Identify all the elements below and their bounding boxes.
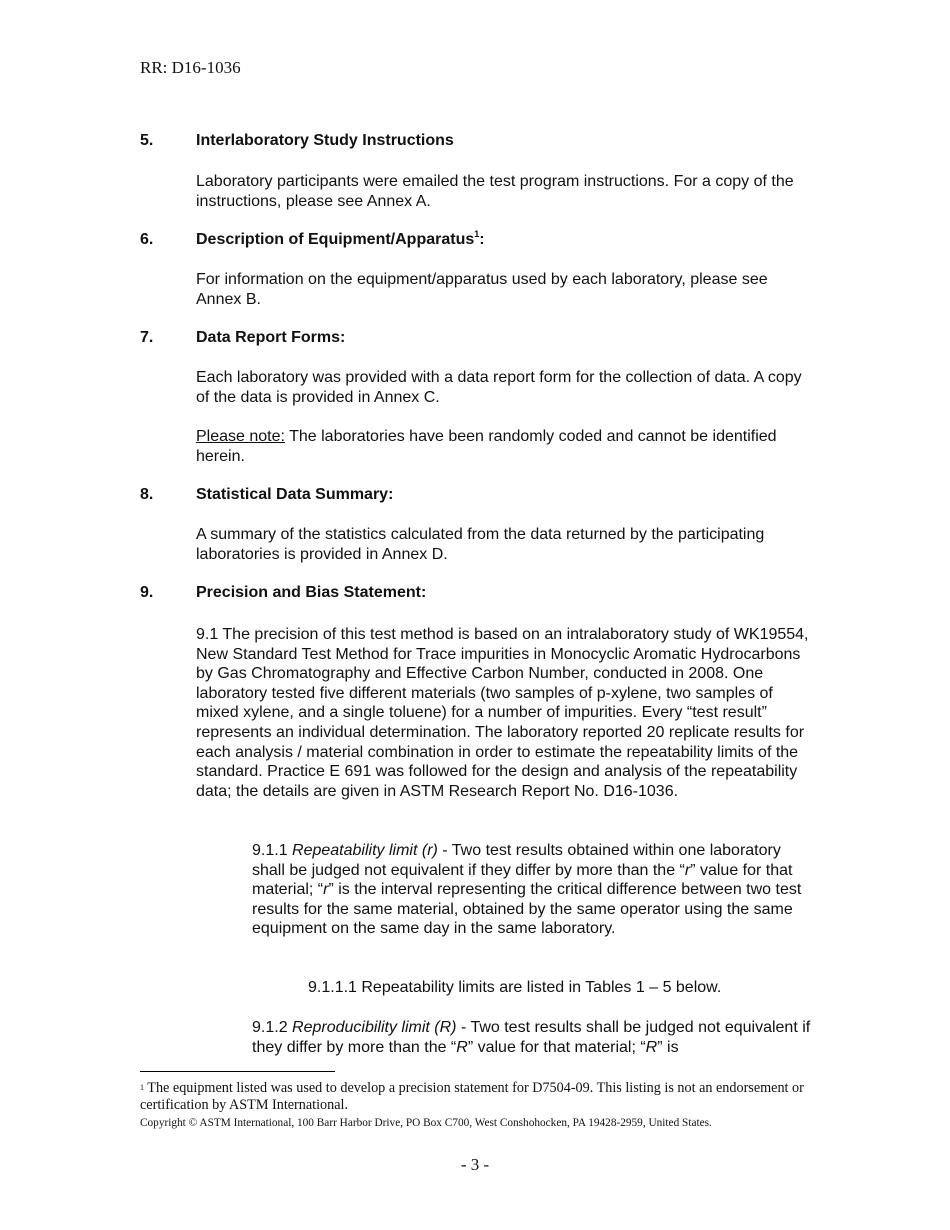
repeatability-paragraph-9-1-1 bbox=[252, 841, 817, 939]
section-title-colon: : bbox=[479, 231, 485, 248]
clause-text: ” value for that material; “ bbox=[252, 861, 793, 899]
symbol-r: r bbox=[684, 861, 691, 879]
footnote-marker: 1 bbox=[474, 229, 480, 239]
section-6-paragraph: For information on the equipment/apparatus used by each laboratory, please see Annex B. bbox=[196, 271, 768, 308]
section-8-heading bbox=[140, 486, 393, 504]
clause-text: ” is the interval representing the critical difference between two test results for the same material, obtained by the same operator using the same equipment on the same day in the same laboratory. bbox=[252, 881, 802, 938]
section-7-note bbox=[196, 427, 816, 466]
page-number: - 3 - bbox=[460, 1155, 490, 1174]
symbol-R: R bbox=[456, 1038, 468, 1056]
note-text: The laboratories have been randomly coded and cannot be identified herein. bbox=[196, 428, 777, 465]
footnote bbox=[140, 1080, 820, 1114]
section-title: Description of Equipment/Apparatus bbox=[196, 231, 475, 248]
section-number: 9. bbox=[140, 584, 154, 601]
section-number: 7. bbox=[140, 329, 154, 346]
section-title: Data Report Forms: bbox=[196, 329, 346, 346]
section-8-paragraph: A summary of the statistics calculated from the data returned by the participating laboratories is provided in Annex D. bbox=[196, 526, 765, 563]
copyright-notice: Copyright © ASTM International, 100 Barr Harbor Drive, PO Box C700, West Conshohocken, PA 19428-2959, United States. bbox=[140, 1117, 712, 1129]
reproducibility-paragraph-9-1-2 bbox=[252, 1018, 817, 1057]
clause-number: 9.1.1 bbox=[252, 842, 293, 859]
clause-text: ” is bbox=[657, 1038, 679, 1056]
term-repeatability-limit: Repeatability limit (r) bbox=[292, 842, 438, 859]
section-number: 6. bbox=[140, 231, 154, 248]
section-5-heading bbox=[140, 132, 454, 150]
precision-paragraph-9-1: 9.1 The precision of this test method is based on an intralaboratory study of WK19554, New Standard Test Method for Trace impurities in Monocyclic Aromatic Hydrocarbons by Gas Chromatography and Effective Carbon Number, conducted in 2008. One laboratory tested five different materials (two samples of p-xylene, two samples of mixed xylene, and a single toluene) for a number of impurities. Every “test result” represents an individual determination. The laboratory reported 20 replicate results for each analysis / material combination in order to estimate the repeatability limits of the standard. Practice E 691 was followed for the design and analysis of the repeatability data; the details are given in ASTM Research Report No. D16-1036. bbox=[196, 626, 809, 800]
section-7-heading bbox=[140, 329, 345, 347]
footnote-text: The equipment listed was used to develop a precision statement for D7504-09. This listing is not an endorsement or certification by ASTM International. bbox=[140, 1080, 804, 1113]
section-number: 8. bbox=[140, 486, 154, 503]
section-title: Statistical Data Summary: bbox=[196, 486, 394, 503]
symbol-R: R bbox=[645, 1038, 658, 1056]
clause-number: 9.1.2 bbox=[252, 1019, 293, 1036]
clause-text: - Two test results shall be judged not equivalent if they differ by more than the “ bbox=[252, 1019, 811, 1056]
footnote-number: 1 bbox=[140, 1083, 144, 1092]
section-7-paragraph: Each laboratory was provided with a data report form for the collection of data. A copy of the data is provided in Annex C. bbox=[196, 369, 802, 406]
section-title: Interlaboratory Study Instructions bbox=[196, 132, 454, 149]
section-9-heading bbox=[140, 584, 426, 602]
report-header: RR: D16-1036 bbox=[140, 58, 241, 77]
footnote-divider bbox=[140, 1071, 335, 1072]
repeatability-tables-paragraph-9-1-1-1: 9.1.1.1 Repeatability limits are listed in Tables 1 – 5 below. bbox=[308, 979, 722, 996]
section-5-paragraph: Laboratory participants were emailed the test program instructions. For a copy of the instructions, please see Annex A. bbox=[196, 173, 794, 210]
term-reproducibility-limit: Reproducibility limit (R) bbox=[292, 1019, 457, 1036]
section-6-heading bbox=[140, 231, 485, 249]
section-number: 5. bbox=[140, 132, 154, 149]
symbol-r: r bbox=[323, 881, 329, 899]
clause-text: - Two test results obtained within one laboratory shall be judged not equivalent if they differ by more than the “ bbox=[252, 842, 781, 879]
clause-text: ” value for that material; “ bbox=[467, 1038, 646, 1056]
note-label: Please note: bbox=[196, 428, 285, 445]
section-title: Precision and Bias Statement: bbox=[196, 584, 427, 601]
